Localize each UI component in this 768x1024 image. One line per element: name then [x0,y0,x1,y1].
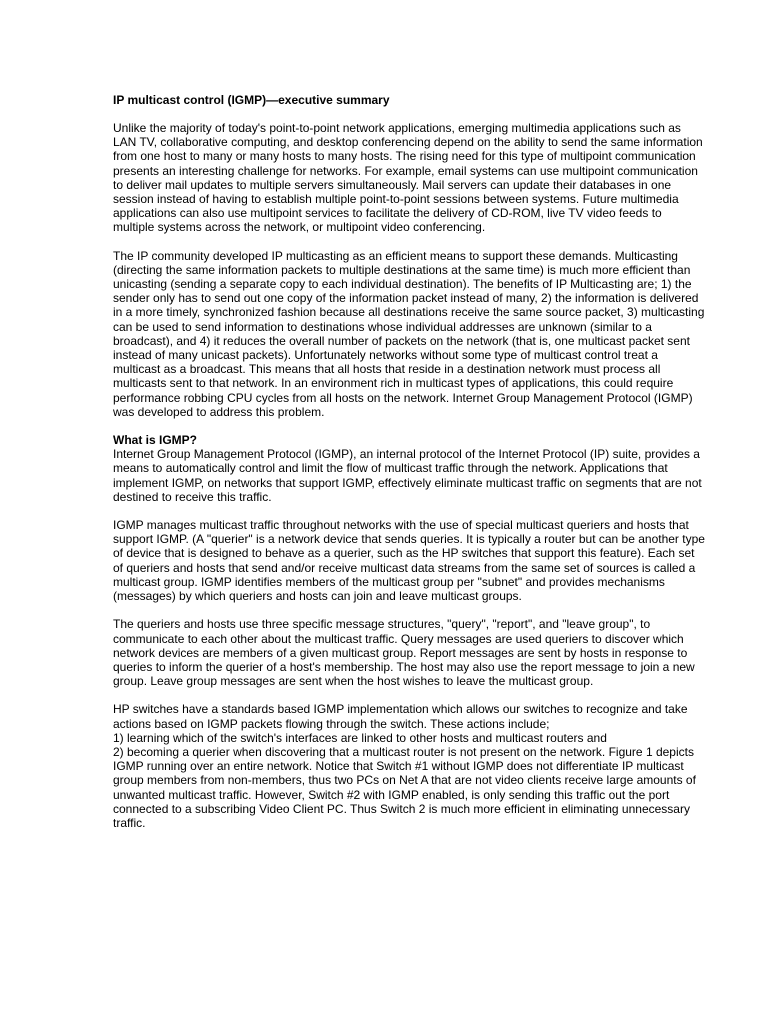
section-paragraph-3: The queriers and hosts use three specific message structures, "query", "report", and "leave group", to communicate to each other about the multicast traffic. Query messages are used queriers to discover which network devices are members of a given multicast group. Report messages are sent by hosts in response to queries to inform the querier of a host's membership. The host may also use the report message to join a new group. Leave group messages are sent when the host wishes to leave the multicast group. [113,617,695,689]
intro-paragraph-2: The IP community developed IP multicasting as an efficient means to support these demands. Multicasting (directing the same information packets to multiple destinations at the same time) is much more efficient than unicasting (sending a separate copy to each individual destination). The benefits of IP Multicasting are; 1) the sender only has to send out one copy of the information packet instead of many, 2) the information is delivered in a more timely, synchronized fashion because all destinations receive the same source packet, 3) multicasting can be used to send information to destinations whose individual addresses are unknown (similar to a broadcast), and 4) it reduces the overall number of packets on the network (that is, one multicast packet sent instead of many unicast packets). Unfortunately networks without some type of multicast control treat a multicast as a broadcast. This means that all hosts that reside in a destination network must process all multicasts sent to that network. In an environment rich in multicast types of applications, this could require performance robbing CPU cycles from all hosts on the network. Internet Group Management Protocol (IGMP) was developed to address this problem. [113,248,705,419]
final-paragraph [113,702,705,830]
section-paragraph-1: Internet Group Management Protocol (IGMP), an internal protocol of the Internet Protocol (IP) suite, provides a means to automatically control and limit the flow of multicast traffic through the network. Applications that implement IGMP, on networks that support IGMP, effectively eliminate multicast traffic on segments that are not destined to receive this traffic. [113,447,702,504]
section-paragraph-2: IGMP manages multicast traffic throughout networks with the use of special multicast queriers and hosts that support IGMP. (A "querier" is a network device that sends queries. It is typically a router but can be another type of device that is designed to behave as a querier, such as the HP switches that support this feature). Each set of queriers and hosts that send and/or receive multicast data streams from the same set of sources is called a multicast group. IGMP identifies members of the multicast group per "subnet" and provides mechanisms (messages) by which queriers and hosts can join and leave multicast groups. [113,518,705,604]
intro-paragraph-1: Unlike the majority of today's point-to-point network applications, emerging multimedia applications such as LAN TV, collaborative computing, and desktop conferencing depend on the ability to send the same information from one host to many or many hosts to many hosts. The rising need for this type of multipoint communication presents an interesting challenge for networks. For example, email systems can use multipoint communication to deliver mail updates to multiple servers simultaneously. Mail servers can update their databases in one session instead of having to establish multiple point-to-point sessions between systems. Future multimedia applications can also use multipoint services to facilitate the delivery of CD-ROM, live TV video feeds to multiple systems across the network, or multipoint video conferencing. [113,121,703,235]
section-heading: What is IGMP? [113,433,197,448]
final-paragraph-line-1: HP switches have a standards based IGMP implementation which allows our switches to recognize and take actions based on IGMP packets flowing through the switch. These actions include; [113,702,688,731]
final-paragraph-line-3: 2) becoming a querier when discovering that a multicast router is not present on the network. Figure 1 depicts IGMP running over an entire network. Notice that Switch #1 without IGMP does not differentiate IP multicast group members from non-members, thus two PCs on Net A that are not video clients receive large amounts of unwanted multicast traffic. However, Switch #2 with IGMP enabled, is only sending this traffic out the port connected to a subscribing Video Client PC. Thus Switch 2 is much more efficient in eliminating unnecessary traffic. [113,744,696,830]
document-title: IP multicast control (IGMP)—executive summary [113,93,390,107]
document-page [113,93,705,844]
final-paragraph-line-2: 1) learning which of the switch's interfaces are linked to other hosts and multicast routers and [113,730,607,745]
